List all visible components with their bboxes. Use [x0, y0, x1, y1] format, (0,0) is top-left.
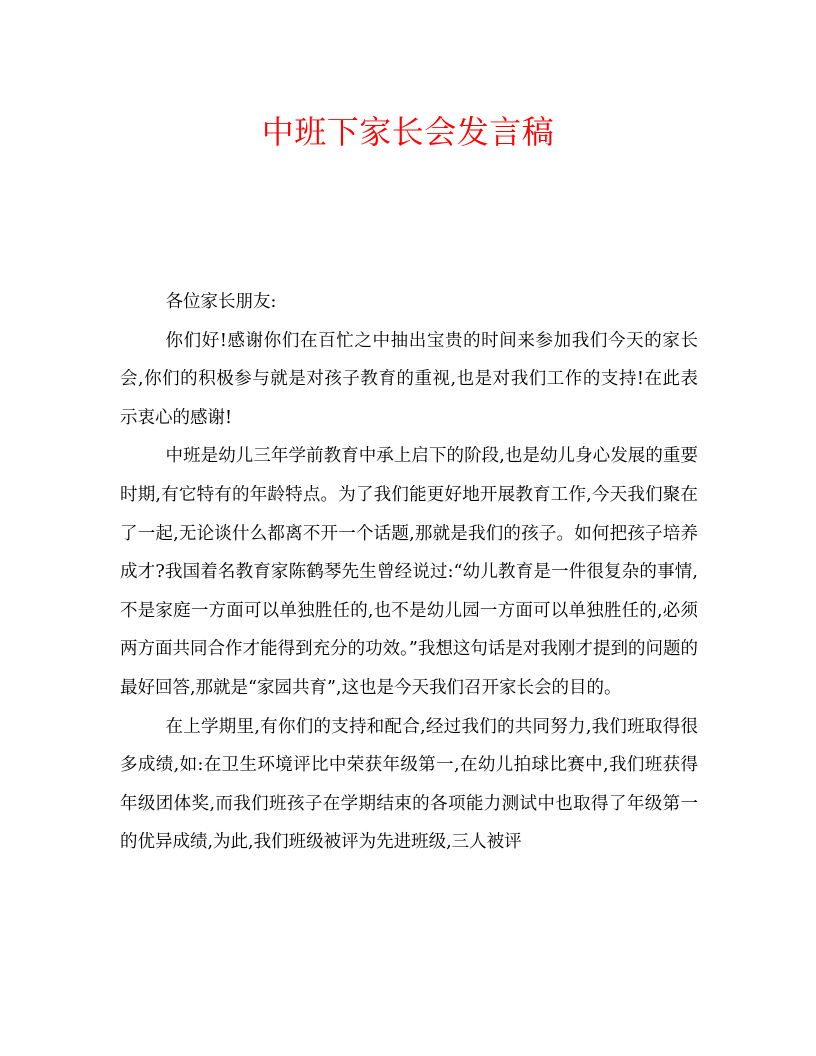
- paragraph-middle-class: 中班是幼儿三年学前教育中承上启下的阶段,也是幼儿身心发展的重要时期,有它特有的年龄特点。为了我们能更好地开展教育工作,今天我们聚在了一起,无论谈什么都离不开一个话题,那就是我们的孩子。如何把孩子培养成才?我国着名教育家陈鹤琴先生曾经说过:“幼儿教育是一件很复杂的事情,不是家庭一方面可以单独胜任的,也不是幼儿园一方面可以单独胜任的,必须两方面共同合作才能得到充分的功效。”我想这句话是对我刚才提到的问题的最好回答,那就是“家园共育”,这也是今天我们召开家长会的目的。: [120, 446, 698, 698]
- greeting-line: 各位家长朋友:: [165, 292, 277, 312]
- paragraph-thanks: 你们好!感谢你们在百忙之中抽出宝贵的时间来参加我们今天的家长会,你们的积极参与就是对孩子教育的重视,也是对我们工作的支持!在此表示衷心的感谢!: [120, 330, 698, 428]
- document-title: 中班下家长会发言稿: [261, 113, 555, 151]
- document-body: [120, 283, 698, 862]
- paragraph-achievements: 在上学期里,有你们的支持和配合,经过我们的共同努力,我们班取得很多成绩,如:在卫生环境评比中荣获年级第一,在幼儿拍球比赛中,我们班获得年级团体奖,而我们班孩子在学期结束的各项能力测试中也取得了年级第一的优异成绩,为此,我们班级被评为先进班级,三人被评: [120, 716, 698, 853]
